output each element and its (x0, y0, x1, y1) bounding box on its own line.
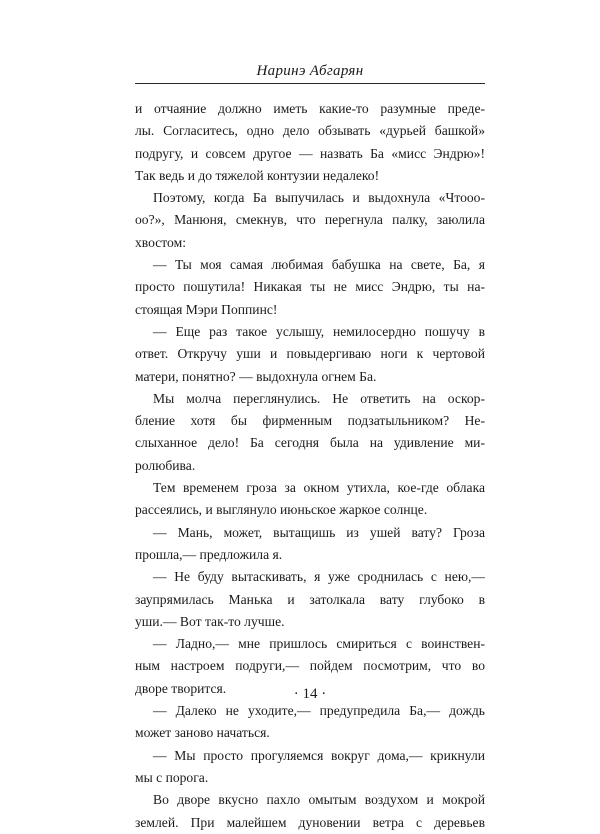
text-line: прошла,— предложила я. (135, 546, 283, 562)
text-line: — Мань, может, вытащишь из ушей вату? Гроза (153, 524, 485, 540)
page-number: · 14 · (293, 686, 327, 702)
header-rule (135, 83, 485, 84)
text-line: просто пошутила! Никакая ты не мисс Эндрю, ты на- (135, 279, 485, 295)
text-line: дворе творится. (135, 680, 227, 696)
text-line: Тем временем гроза за окном утихла, кое-где облака (153, 480, 485, 496)
text-line: — Не буду вытаскивать, я уже сроднилась с нею,— (153, 569, 485, 585)
text-line: землей. При малейшем дуновении ветра с деревьев (135, 814, 485, 830)
text-line: слыханное дело! Ба сегодня была на удивление ми- (135, 435, 485, 451)
text-line: бление хотя бы фирменным подзатыльником? Не- (135, 413, 485, 429)
text-line: — Мы просто прогуляемся вокруг дома,— крикнули (153, 747, 485, 763)
text-line: — Далеко не уходите,— предупредила Ба,— дождь (153, 703, 485, 719)
text-line: ролюбива. (135, 457, 196, 473)
text-line: матери, понятно? — выдохнула огнем Ба. (135, 368, 377, 384)
text-line: Мы молча переглянулись. Не ответить на оскор- (153, 390, 485, 406)
text-line: может заново начаться. (135, 725, 270, 741)
text-line: хвостом: (135, 234, 186, 250)
body-text (135, 98, 485, 834)
text-line: рассеялись, и выглянуло июньское жаркое солнце. (135, 502, 428, 518)
text-line: ответ. Откручу уши и повыдергиваю ноги к чертовой (135, 346, 485, 362)
text-line: — Ладно,— мне пришлось смириться с воинствен- (153, 636, 485, 652)
text-line: стоящая Мэри Поппинс! (135, 301, 278, 317)
text-line: лы. Согласитесь, одно дело обзывать «дурьей башкой» (135, 123, 485, 139)
text-line: — Еще раз такое услышу, немилосердно пошучу в (153, 323, 485, 339)
text-line: — Ты моя самая любимая бабушка на свете, Ба, я (153, 257, 485, 273)
text-line: заупрямилась Манька и затолкала вату глубоко в (135, 591, 485, 607)
running-header-author: Наринэ Абгарян (256, 63, 364, 79)
text-line: и отчаяние должно иметь какие-то разумные преде- (135, 101, 485, 116)
text-line: Так ведь и до тяжелой контузии недалеко! (135, 167, 380, 183)
text-line: подругу, и совсем другое — назвать Ба «мисс Эндрю»! (135, 145, 485, 161)
text-line: мы с порога. (135, 769, 209, 785)
text-line: Во дворе вкусно пахло омытым воздухом и мокрой (153, 792, 485, 808)
text-line: оо?», Манюня, смекнув, что перегнула палку, заюлила (135, 212, 485, 228)
text-line: ным настроем подруги,— пойдем посмотрим, что во (135, 658, 485, 674)
text-line: уши.— Вот так-то лучше. (135, 613, 285, 629)
text-line: Поэтому, когда Ба выпучилась и выдохнула «Чтооо- (153, 190, 485, 206)
